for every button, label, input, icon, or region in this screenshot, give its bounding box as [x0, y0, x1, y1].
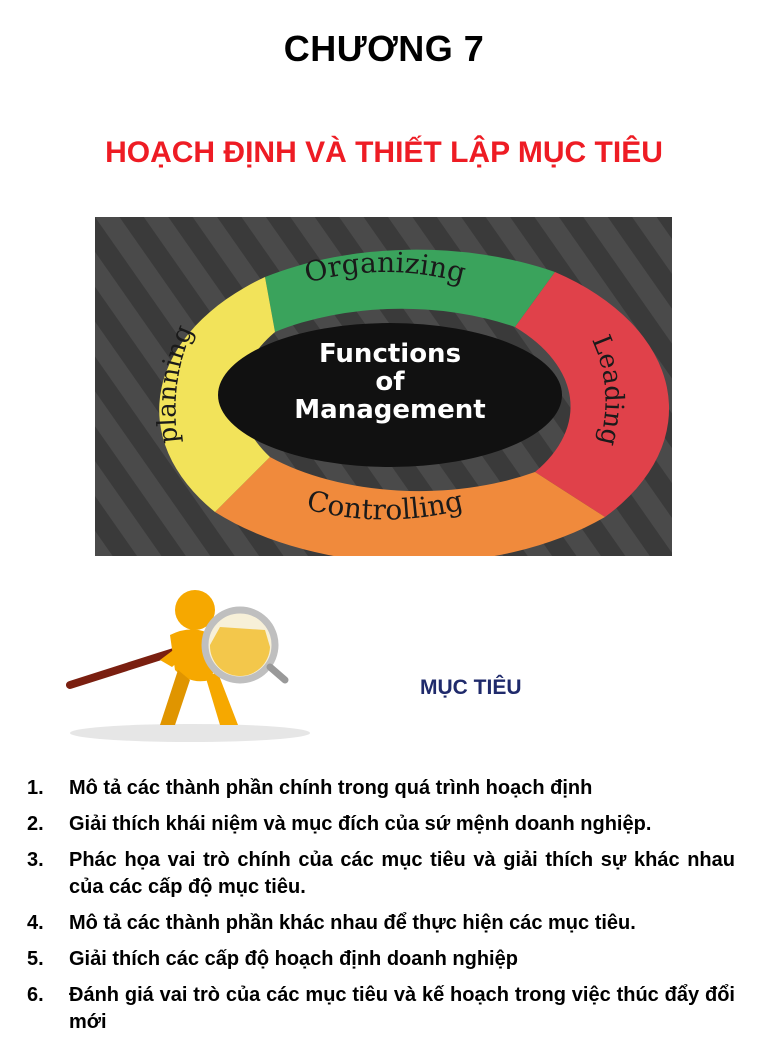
- label-organizing: Organizing: [301, 245, 470, 290]
- magnifier-figure-illustration: [60, 585, 320, 745]
- center-line-1: Functions: [318, 339, 462, 369]
- list-item-text: Đánh giá vai trò của các mục tiêu và kế hoạch trong việc thúc đẩy đổi mới: [69, 984, 735, 1033]
- center-line-3: Management: [294, 395, 486, 425]
- list-item-text: Mô tả các thành phần chính trong quá trình hoạch định: [69, 777, 593, 799]
- label-controlling: Controlling: [303, 483, 467, 527]
- list-item-number: 6.: [27, 984, 44, 1006]
- chapter-title: CHƯƠNG 7: [283, 28, 485, 69]
- label-leading: Leading: [585, 330, 629, 449]
- list-item: [27, 946, 735, 973]
- page-title: HOẠCH ĐỊNH VÀ THIẾT LẬP MỤC TIÊU: [105, 136, 663, 169]
- functions-of-management-diagram: [95, 217, 672, 556]
- label-planning: planning: [152, 320, 200, 446]
- list-item: [27, 982, 735, 1036]
- list-item-text: Mô tả các thành phần khác nhau để thực hiện các mục tiêu.: [69, 912, 636, 934]
- objectives-list: [27, 775, 735, 1045]
- list-item-number: 3.: [27, 849, 44, 871]
- list-item-text: Giải thích khái niệm và mục đích của sứ mệnh doanh nghiệp.: [69, 813, 652, 835]
- objectives-heading: MỤC TIÊU: [420, 676, 522, 699]
- list-item-text: Phác họa vai trò chính của các mục tiêu và giải thích sự khác nhau của các cấp độ mục tiêu.: [69, 849, 735, 898]
- list-item: [27, 847, 735, 901]
- list-item-number: 5.: [27, 948, 44, 970]
- list-item-number: 1.: [27, 777, 44, 799]
- list-item-text: Giải thích các cấp độ hoạch định doanh nghiệp: [69, 948, 518, 970]
- list-item: [27, 910, 735, 937]
- list-item: [27, 775, 735, 802]
- list-item: [27, 811, 735, 838]
- list-item-number: 4.: [27, 912, 44, 934]
- center-line-2: of: [375, 367, 405, 397]
- list-item-number: 2.: [27, 813, 44, 835]
